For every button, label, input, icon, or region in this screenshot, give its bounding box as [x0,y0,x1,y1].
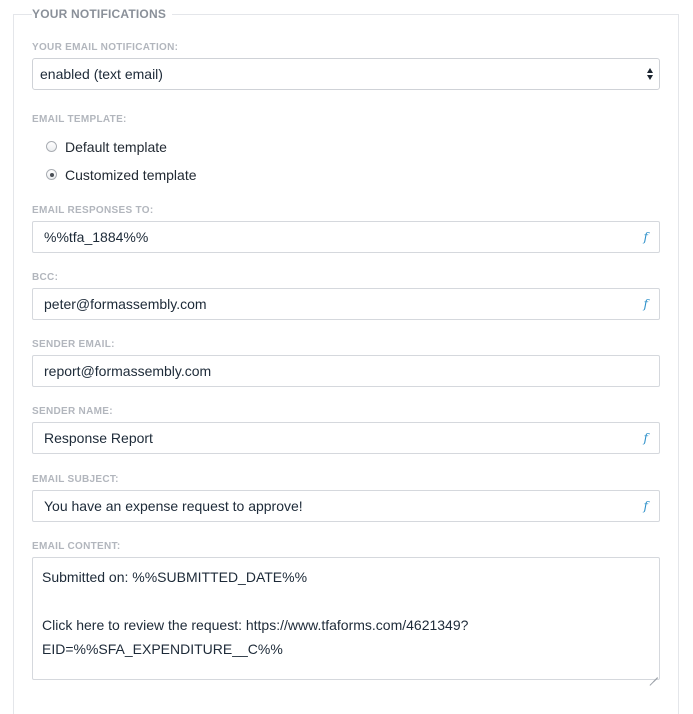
radio-checked-icon[interactable] [46,169,57,180]
email-responses-to-value: %%tfa_1884%% [44,229,149,245]
sender-name-label: SENDER NAME: [32,406,113,417]
email-notification-select[interactable] [32,58,660,90]
resize-handle-icon[interactable] [649,669,658,678]
email-subject-input[interactable] [32,490,660,522]
formula-icon[interactable]: f [643,297,648,311]
radio-default-template-label: Default template [65,139,167,155]
sender-name-input[interactable] [32,422,660,454]
email-content-line: Submitted on: %%SUBMITTED_DATE%% [42,569,308,585]
email-responses-to-input[interactable] [32,221,660,253]
sender-email-input[interactable] [32,355,660,387]
email-content-textarea[interactable] [32,557,660,680]
radio-customized-template-label: Customized template [65,167,197,183]
email-content-line [42,589,650,613]
email-notification-label: YOUR EMAIL NOTIFICATION: [32,42,179,53]
email-responses-to-label: EMAIL RESPONSES TO: [32,205,154,216]
formula-icon[interactable]: f [643,431,648,445]
bcc-label: BCC: [32,272,59,283]
email-template-label: EMAIL TEMPLATE: [32,114,127,125]
formula-icon[interactable]: f [643,230,648,244]
bcc-value: peter@formassembly.com [44,296,207,312]
email-content-line: Click here to review the request: https://www.tfaforms.com/4621349? [42,617,469,633]
email-subject-value: You have an expense request to approve! [44,498,303,514]
sender-email-value: report@formassembly.com [44,363,212,379]
email-subject-label: EMAIL SUBJECT: [32,474,119,485]
select-updown-arrows-icon [647,67,655,81]
formula-icon[interactable]: f [643,499,648,513]
email-notification-selected-value: enabled (text email) [40,66,163,82]
sender-name-value: Response Report [44,430,153,446]
email-content-label: EMAIL CONTENT: [32,541,121,552]
bcc-input[interactable] [32,288,660,320]
sender-email-label: SENDER EMAIL: [32,339,115,350]
radio-unchecked-icon[interactable] [46,141,57,152]
section-legend: YOUR NOTIFICATIONS [32,7,172,21]
email-content-line: EID=%%SFA_EXPENDITURE__C%% [42,641,283,657]
